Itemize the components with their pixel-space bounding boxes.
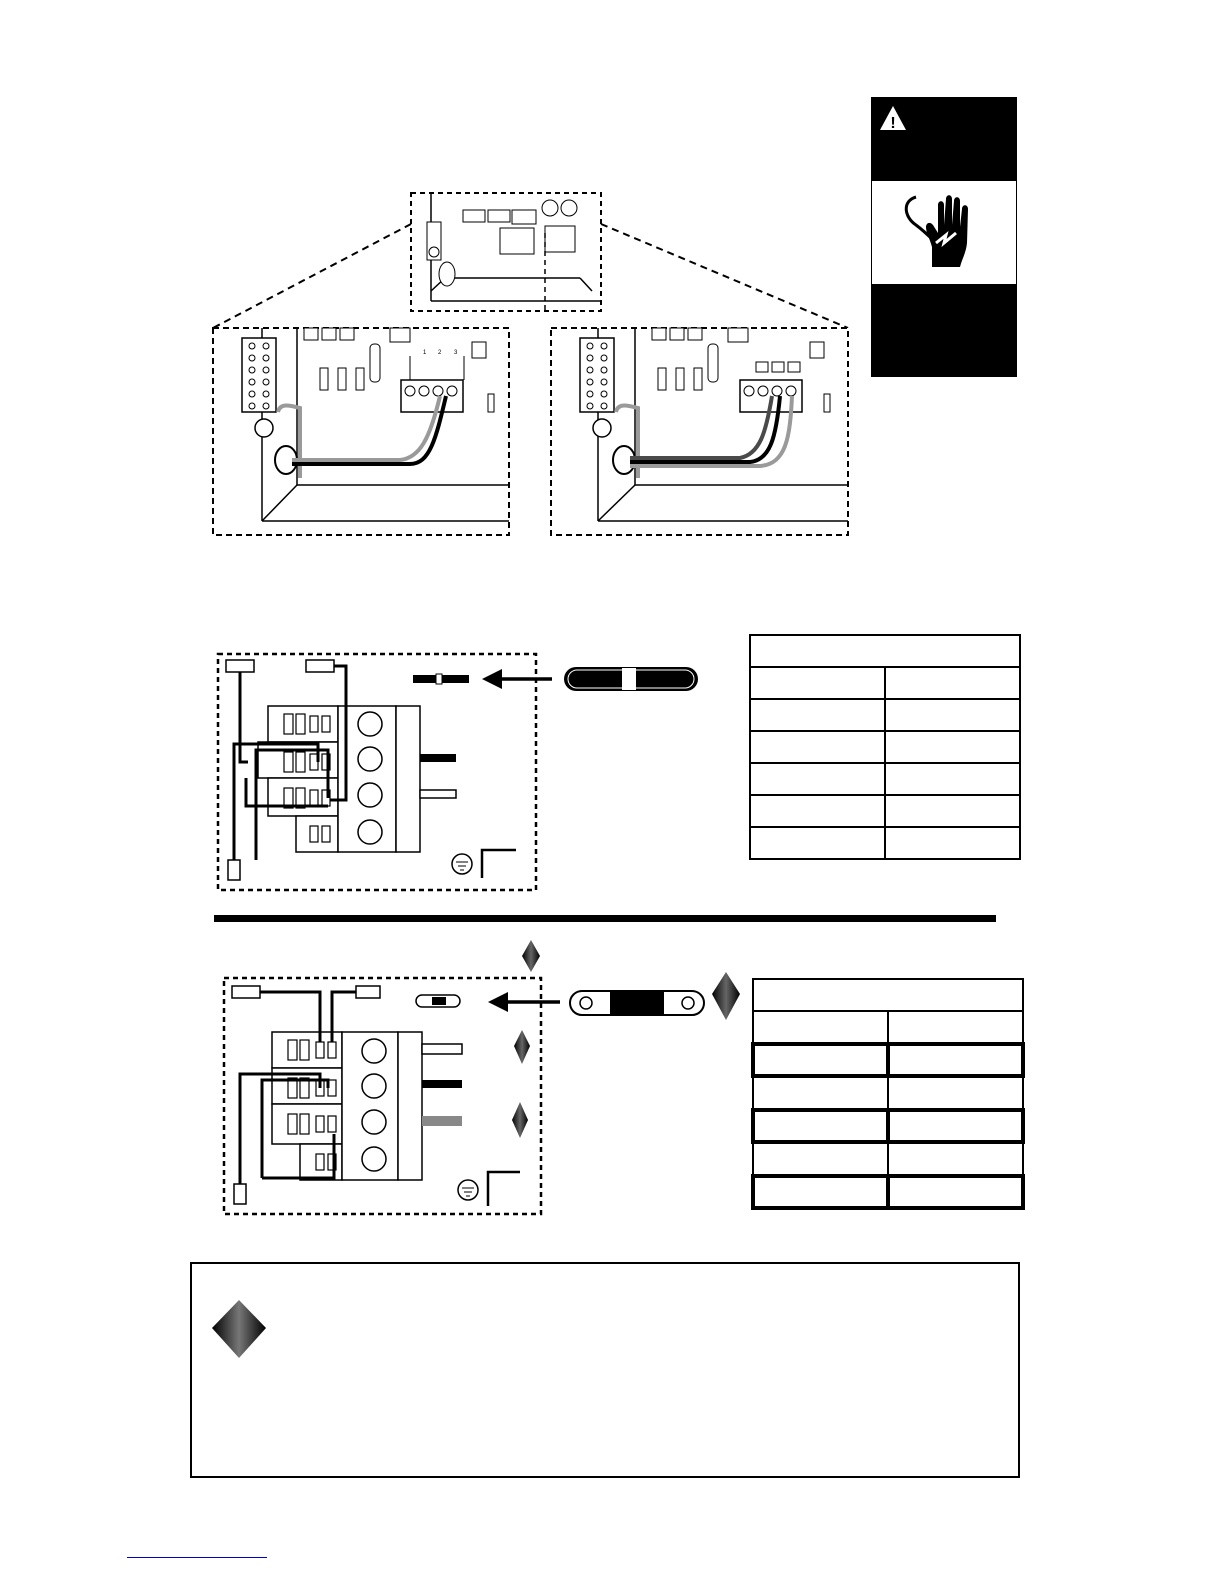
diagram-upper [210, 648, 720, 898]
hazard-icon-area [872, 181, 1016, 284]
warning-panel [871, 97, 1017, 377]
svg-text:1: 1 [423, 350, 427, 356]
section-divider [214, 915, 996, 922]
svg-text:3: 3 [454, 350, 458, 356]
svg-text:!: ! [890, 115, 896, 131]
warning-triangle-icon [879, 105, 907, 131]
board-wiring-diagram [200, 188, 860, 543]
diamond-icon [522, 940, 540, 972]
table-upper [749, 634, 1021, 860]
bar-style-jumper [570, 991, 704, 1015]
svg-text:2: 2 [438, 350, 442, 356]
footer-link-underline[interactable] [127, 1557, 267, 1558]
electric-shock-hand-icon [872, 181, 1016, 284]
fuse-style-jumper [564, 667, 698, 691]
wiring-detail-a [213, 328, 509, 535]
wiring-detail-b [551, 328, 848, 535]
table-lower [751, 978, 1025, 1210]
diagram-lower [214, 938, 754, 1220]
diamond-icon [712, 972, 740, 1020]
diamond-gradient-icon [210, 1300, 268, 1360]
note-box [190, 1262, 1020, 1478]
control-board-overview [411, 193, 601, 311]
